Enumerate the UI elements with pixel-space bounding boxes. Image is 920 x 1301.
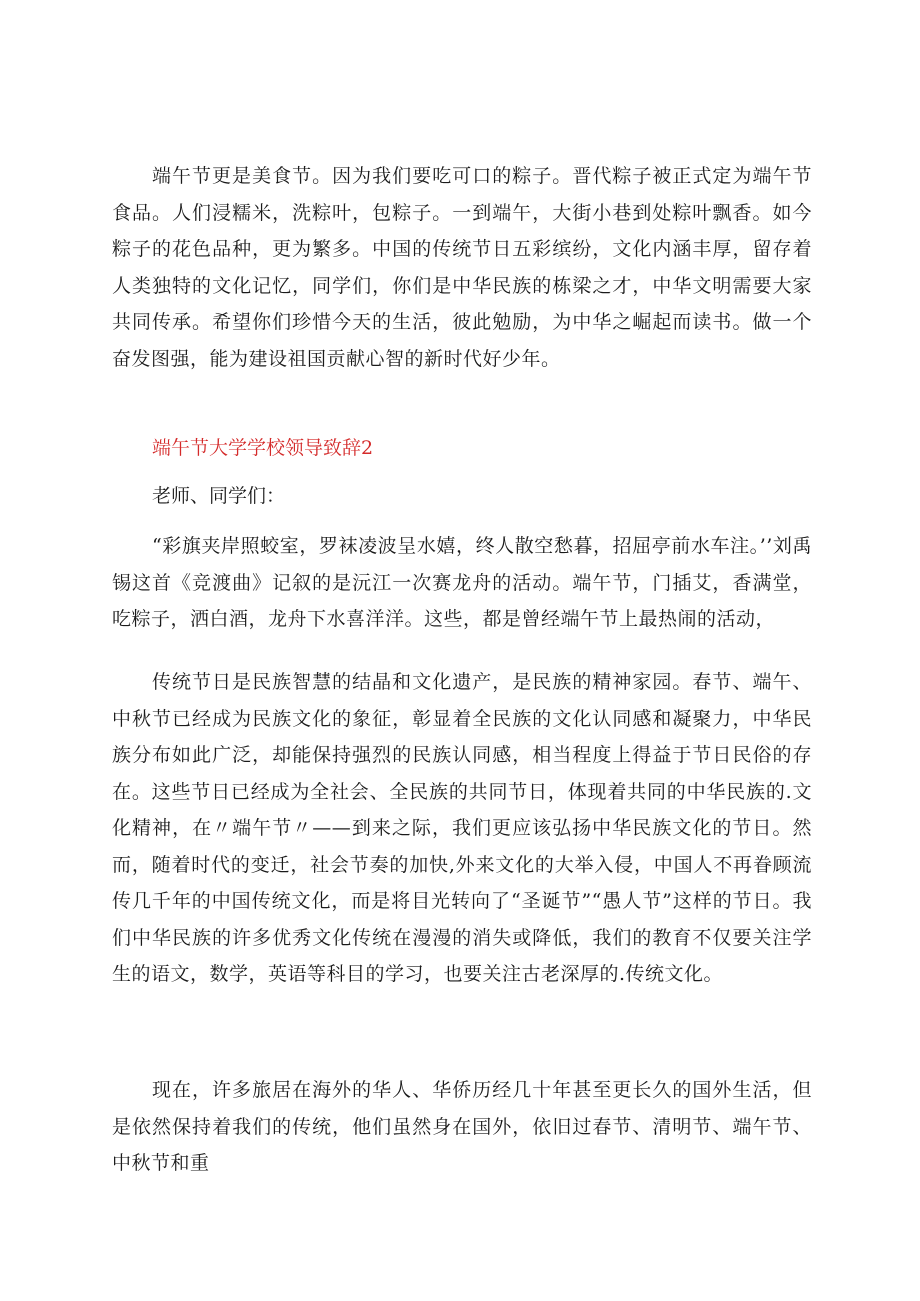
paragraph-traditional-festivals: 传统节日是民族智慧的结晶和文化遗产，是民族的精神家园。春节、端午、中秋节已经成为民族文化的象征，彰显着全民族的文化认同感和凝聚力，中华民族分布如此广泛，却能保持强烈的民族认同感，相当程度上得益于节日民俗的存在。这些节日已经成为全社会、全民族的共同节日，体现着共同的中华民族的.文化精神，在〃端午节〃——到来之际，我们更应该弘扬中华民族文化的节日。然而，随着时代的变迁，社会节奏的加快,外来文化的大举入侵，中国人不再眷顾流传几千年的中国传统文化，而是将目光转向了“圣诞节”“愚人节”这样的节日。我们中华民族的许多优秀文化传统在漫漫的消失或降低，我们的教育不仅要关注学生的语文，数学，英语等科目的学习，也要关注古老深厚的.传统文化。 [112, 671, 812, 985]
paragraph-food-festival: 端午节更是美食节。因为我们要吃可口的粽子。晋代粽子被正式定为端午节食品。人们浸糯米，洗粽叶，包粽子。一到端午，大街小巷到处粽叶飘香。如今粽子的花色品种，更为繁多。中国的传统节日五彩缤纷，文化内涵丰厚，留存着人类独特的文化记忆，同学们，你们是中华民族的栋梁之才，中华文明需要大家共同传承。希望你们珍惜今天的生活，彼此勉励，为中华之崛起而读书。做一个奋发图强，能为建设祖国贡献心智的新时代好少年。 [112, 165, 812, 370]
paragraph-dragon-boat-poem: “彩旗夹岸照蛟室，罗袜凌波呈水嬉，终人散空愁暮，招屈亭前水车注。’’刘禹锡这首《竞渡曲》记叙的是沅江一次赛龙舟的活动。端午节，门插艾，香满堂，吃粽子，洒白酒，龙舟下水喜洋洋。这些，都是曾经端午节上最热闹的活动， [112, 535, 812, 630]
section-heading: 端午节大学学校领导致辞2 [152, 437, 374, 459]
paragraph-overseas-chinese: 现在，许多旅居在海外的华人、华侨历经几十年甚至更长久的国外生活，但是依然保持着我们的传统，他们虽然身在国外，依旧过春节、清明节、端午节、中秋节和重 [112, 1079, 812, 1174]
greeting: 老师、同学们： [152, 485, 286, 507]
